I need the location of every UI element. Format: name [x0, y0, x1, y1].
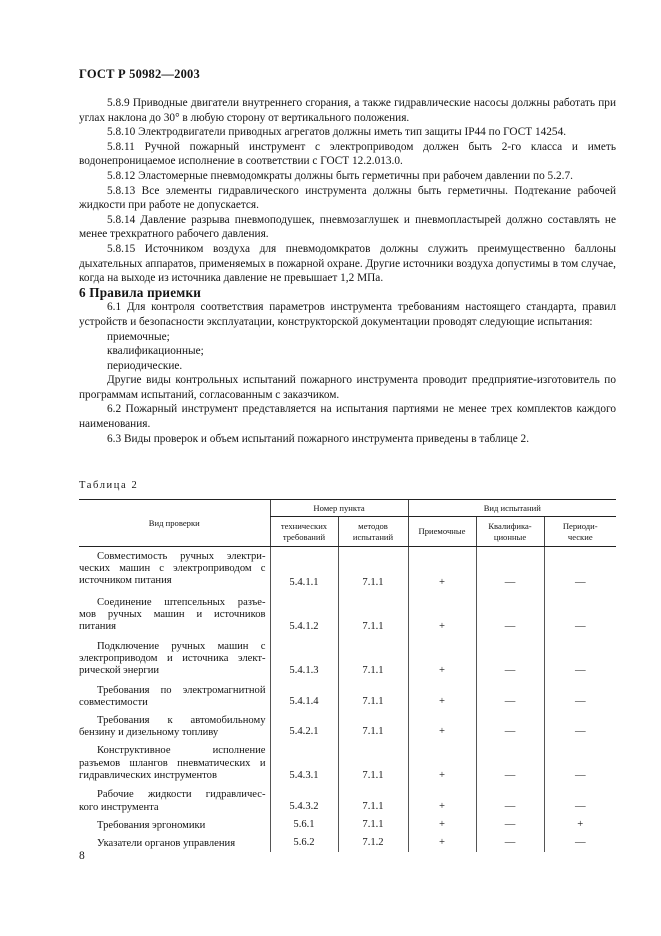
table-row	[79, 816, 616, 834]
table-row	[79, 785, 616, 815]
qualification-cell: —	[476, 834, 544, 852]
acceptance-cell: +	[408, 741, 476, 785]
acceptance-cell: +	[408, 785, 476, 815]
check-name-line: Конструктивное исполнение	[97, 745, 266, 757]
tech-req-cell: 5.4.1.2	[270, 593, 338, 637]
test-list-item: квалификационные;	[107, 345, 204, 358]
paragraph-5-8-11: 5.8.11 Ручной пожарный инструмент с электроприводом должен быть 2-го класса и иметь водонепроницаемое исполнение в соответствии с ГОСТ 12.2.013.0.	[79, 140, 616, 168]
method-cell: 7.1.1	[338, 711, 408, 741]
header-item-number: Номер пункта	[270, 500, 408, 517]
qualification-cell: —	[476, 681, 544, 711]
paragraph-other-tests: Другие виды контрольных испытаний пожарного инструмента проводит предприятие-изготовитель по программам испытаний, согласованным с заказчиком.	[79, 374, 616, 401]
check-name-cell	[79, 816, 270, 834]
method-cell: 7.1.1	[338, 816, 408, 834]
check-name-cell	[79, 637, 270, 681]
table-row	[79, 681, 616, 711]
paragraph-6-2: 6.2 Пожарный инструмент представляется на испытания партиями не менее трех комплектов каждого наименования.	[79, 403, 616, 431]
paragraph-5-8-10: 5.8.10 Электродвигатели приводных агрегатов должны иметь тип защиты IP44 по ГОСТ 14254.	[107, 126, 567, 139]
check-name-line: Рабочие жидкости гидравличес-	[97, 789, 266, 801]
header-acceptance: Приемочные	[408, 517, 476, 547]
check-name-line: гидравлических инструментов	[79, 769, 217, 781]
periodic-cell: —	[544, 637, 616, 681]
check-name-cell	[79, 593, 270, 637]
acceptance-cell: +	[408, 711, 476, 741]
table-row	[79, 593, 616, 637]
table-row	[79, 834, 616, 852]
paragraph-5-8-12: 5.8.12 Эластомерные пневмодомкраты должны быть герметичны при рабочем давлении по 5.2.7.	[107, 169, 573, 182]
periodic-cell: —	[544, 785, 616, 815]
check-name-cell	[79, 741, 270, 785]
test-list-item: приемочные;	[107, 330, 170, 343]
main-text	[79, 96, 616, 446]
periodic-cell: +	[544, 816, 616, 834]
check-name-line: Соединение штепсельных разъе-	[97, 596, 266, 608]
header-periodic: Периоди- ческие	[544, 517, 616, 547]
check-name-line: бензину и дизельному топливу	[79, 727, 219, 739]
check-name-line: питания	[79, 620, 117, 632]
check-name-cell	[79, 834, 270, 852]
check-name-line: Подключение ручных машин с	[97, 640, 266, 652]
periodic-cell: —	[544, 681, 616, 711]
header-tech-req: технических требований	[270, 517, 338, 547]
method-cell: 7.1.1	[338, 593, 408, 637]
tech-req-cell: 5.6.2	[270, 834, 338, 852]
qualification-cell: —	[476, 816, 544, 834]
acceptance-cell: +	[408, 593, 476, 637]
check-name-line: Требования по электромагнитной	[97, 684, 266, 696]
check-name-cell	[79, 547, 270, 593]
periodic-cell: —	[544, 711, 616, 741]
header-check-type: Вид проверки	[79, 500, 270, 547]
check-name-line: кого инструмента	[79, 801, 159, 813]
acceptance-cell: +	[408, 637, 476, 681]
check-name-cell	[79, 681, 270, 711]
method-cell: 7.1.1	[338, 741, 408, 785]
check-name-line: источником питания	[79, 575, 172, 587]
tech-req-cell: 5.6.1	[270, 816, 338, 834]
check-name-line: электроприводом и источника элект-	[79, 652, 266, 664]
check-name-cell	[79, 785, 270, 815]
check-name-line: Совместимость ручных электри-	[97, 551, 266, 562]
periodic-cell: —	[544, 741, 616, 785]
periodic-cell: —	[544, 593, 616, 637]
method-cell: 7.1.1	[338, 785, 408, 815]
qualification-cell: —	[476, 593, 544, 637]
paragraph-5-8-15: 5.8.15 Источником воздуха для пневмодомкратов должны служить преимущественно баллоны дыхательных аппаратов, применяемых в пожарной охране. Другие источники воздуха допустимы в том случае, когда на выходе из источника давление не превышает 1,2 МПа.	[79, 242, 616, 285]
paragraph-6-3: 6.3 Виды проверок и объем испытаний пожарного инструмента приведены в таблице 2.	[107, 432, 530, 445]
paragraph-5-8-14: 5.8.14 Давление разрыва пневмоподушек, пневмозаглушек и пневмопластырей должно составлять не менее трехкратного рабочего давления.	[79, 213, 616, 241]
qualification-cell: —	[476, 711, 544, 741]
tech-req-cell: 5.4.1.1	[270, 547, 338, 593]
periodic-cell: —	[544, 547, 616, 593]
acceptance-cell: +	[408, 816, 476, 834]
test-list-item: периодические.	[107, 359, 183, 372]
acceptance-cell: +	[408, 834, 476, 852]
qualification-cell: —	[476, 547, 544, 593]
periodic-cell: —	[544, 834, 616, 852]
table-row	[79, 637, 616, 681]
acceptance-cell: +	[408, 681, 476, 711]
check-name-line: разъемов шлангов пневматических и	[79, 757, 266, 769]
section-title: 6 Правила приемки	[79, 284, 202, 300]
method-cell: 7.1.1	[338, 547, 408, 593]
tech-req-cell: 5.4.3.1	[270, 741, 338, 785]
header-test-type: Вид испытаний	[408, 500, 616, 517]
check-name-cell	[79, 711, 270, 741]
header-qualification: Квалифика- ционные	[476, 517, 544, 547]
check-name-line: Указатели органов управления	[97, 837, 236, 849]
header-test-methods: методов испытаний	[338, 517, 408, 547]
inspection-table	[79, 499, 616, 852]
check-name-line: Требования к автомобильному	[97, 714, 266, 726]
acceptance-cell: +	[408, 547, 476, 593]
qualification-cell: —	[476, 785, 544, 815]
table-row	[79, 711, 616, 741]
tech-req-cell: 5.4.3.2	[270, 785, 338, 815]
check-name-line: мов ручных машин и источников	[79, 608, 266, 620]
check-name-line: совместимости	[79, 696, 148, 708]
check-name-line: рической энергии	[79, 664, 160, 676]
tech-req-cell: 5.4.1.3	[270, 637, 338, 681]
method-cell: 7.1.2	[338, 834, 408, 852]
qualification-cell: —	[476, 741, 544, 785]
document-header: ГОСТ Р 50982—2003	[79, 67, 200, 81]
paragraph-6-1: 6.1 Для контроля соответствия параметров инструмента требованиям настоящего стандарта, правил устройств и безопасности эксплуатации, конструкторской документации проводят следующие испытания:	[79, 301, 616, 328]
method-cell: 7.1.1	[338, 637, 408, 681]
table-caption: Таблица 2	[79, 480, 139, 491]
table-row	[79, 741, 616, 785]
paragraph-5-8-13: 5.8.13 Все элементы гидравлического инструмента должны быть герметичны. Подтекание рабочей жидкости при работе не допускается.	[79, 184, 616, 212]
method-cell: 7.1.1	[338, 681, 408, 711]
check-name-line: ческих машин с электроприводом с	[79, 563, 266, 575]
table-row	[79, 547, 616, 593]
paragraph-5-8-9: 5.8.9 Приводные двигатели внутреннего сгорания, а также гидравлические насосы должны работать при углах наклона до 30° в любую сторону от вертикального положения.	[79, 97, 616, 124]
check-name-line: Требования эргономики	[97, 819, 206, 831]
table-body	[79, 547, 616, 853]
page-number: 8	[79, 850, 85, 862]
tech-req-cell: 5.4.1.4	[270, 681, 338, 711]
qualification-cell: —	[476, 637, 544, 681]
tech-req-cell: 5.4.2.1	[270, 711, 338, 741]
